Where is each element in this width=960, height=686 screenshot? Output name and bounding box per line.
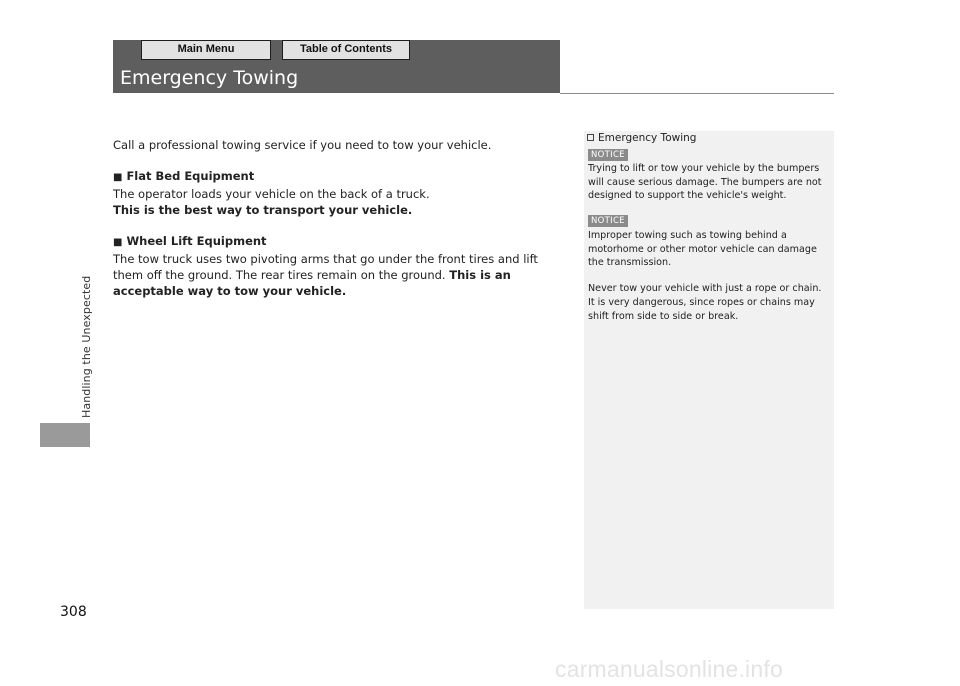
notice-badge: NOTICE (588, 149, 628, 161)
table-of-contents-button[interactable]: Table of Contents (282, 40, 410, 60)
section-heading (113, 168, 563, 186)
square-bullet-icon: ■ (113, 237, 123, 248)
warning-text-2: It is very dangerous, since ropes or chains may shift from side to side or break. (588, 297, 815, 322)
section-heading (113, 233, 563, 251)
notice-text-2: Improper towing such as towing behind a motorhome or other motor vehicle can damage the transmission. (588, 230, 817, 269)
page-number: 308 (60, 604, 87, 620)
section-text: The tow truck uses two pivoting arms that go under the front tires and lift them off the ground. The rear tires remain on the ground. (113, 252, 538, 282)
warning-text-1: Never tow your vehicle with just a rope or chain. (588, 283, 822, 294)
notice-badge: NOTICE (588, 215, 628, 227)
square-bullet-icon: ■ (113, 172, 123, 183)
page-title: Emergency Towing (120, 67, 299, 89)
header-divider (560, 93, 834, 94)
side-tab-active-marker[interactable] (40, 423, 90, 447)
section-bold-text: This is the best way to transport your vehicle. (113, 203, 413, 217)
body-content (113, 137, 563, 299)
sidebar-title (587, 132, 696, 144)
notice-text-1: Trying to lift or tow your vehicle by the bumpers will cause serious damage. The bumpers are not designed to support the vehicle's weight. (588, 163, 822, 202)
intro-text: Call a professional towing service if you need to tow your vehicle. (113, 138, 492, 152)
main-menu-button[interactable]: Main Menu (141, 40, 271, 60)
watermark: carmanualsonline.info (555, 656, 783, 682)
heading-text: Wheel Lift Equipment (126, 234, 267, 248)
section-bold-text: This is an acceptable way to tow your vehicle. (113, 268, 511, 298)
side-tab-label: Handling the Unexpected (80, 275, 93, 418)
sidebar-title-text: Emergency Towing (598, 132, 697, 144)
section-paragraph (113, 251, 563, 299)
heading-text: Flat Bed Equipment (126, 169, 255, 183)
section-text: The operator loads your vehicle on the back of a truck. (113, 187, 430, 201)
reference-box-icon (587, 134, 594, 141)
